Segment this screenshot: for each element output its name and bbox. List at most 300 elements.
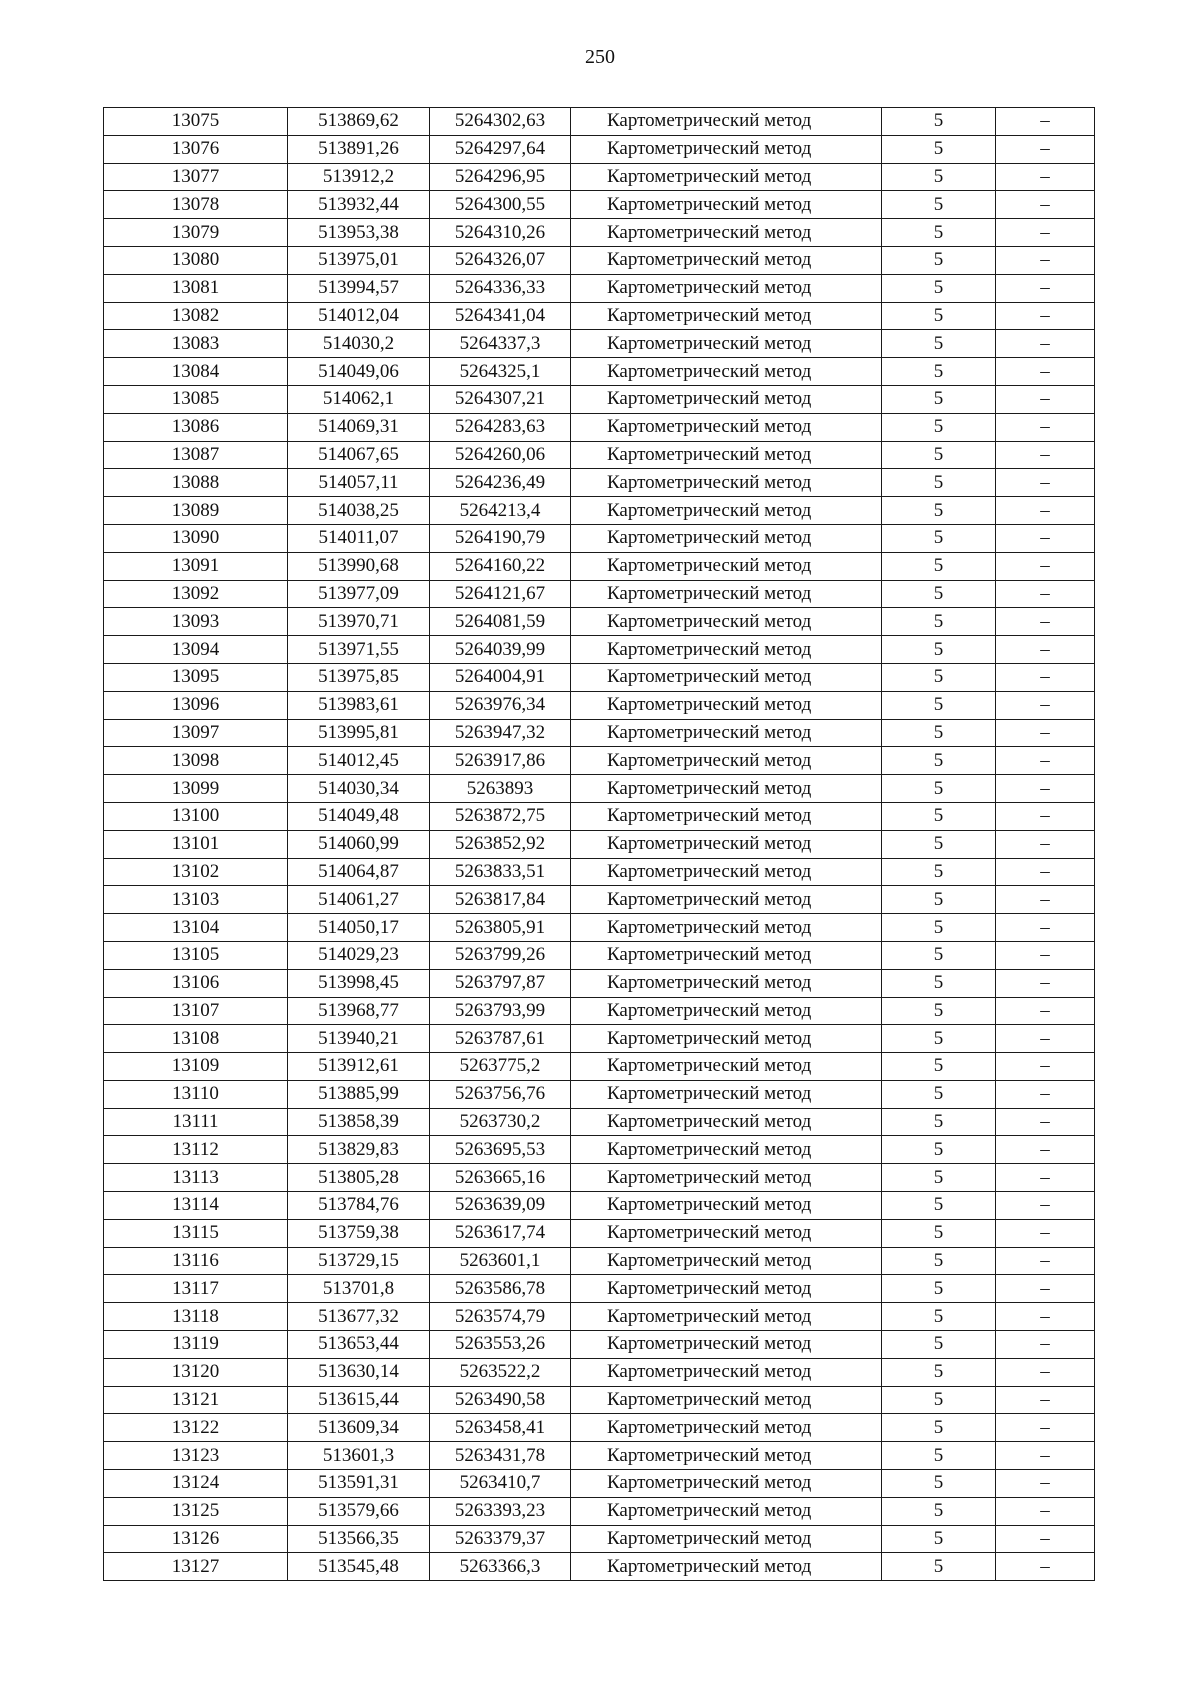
dash-cell: – xyxy=(996,135,1095,163)
y-coordinate-cell: 5264236,49 xyxy=(430,469,571,497)
x-coordinate-cell: 514064,87 xyxy=(288,858,430,886)
dash-cell: – xyxy=(996,441,1095,469)
accuracy-cell: 5 xyxy=(882,1470,996,1498)
point-number-cell: 13099 xyxy=(104,775,288,803)
accuracy-cell: 5 xyxy=(882,469,996,497)
x-coordinate-cell: 514029,23 xyxy=(288,941,430,969)
accuracy-cell: 5 xyxy=(882,163,996,191)
method-cell: Картометрический метод xyxy=(571,1386,882,1414)
method-cell: Картометрический метод xyxy=(571,1525,882,1553)
dash-cell: – xyxy=(996,163,1095,191)
method-cell: Картометрический метод xyxy=(571,1053,882,1081)
dash-cell: – xyxy=(996,1025,1095,1053)
table-row xyxy=(104,1386,1095,1414)
table-row xyxy=(104,941,1095,969)
accuracy-cell: 5 xyxy=(882,1275,996,1303)
dash-cell: – xyxy=(996,1164,1095,1192)
method-cell: Картометрический метод xyxy=(571,1136,882,1164)
x-coordinate-cell: 513630,14 xyxy=(288,1358,430,1386)
table-row xyxy=(104,108,1095,136)
accuracy-cell: 5 xyxy=(882,914,996,942)
dash-cell: – xyxy=(996,914,1095,942)
accuracy-cell: 5 xyxy=(882,1136,996,1164)
x-coordinate-cell: 513990,68 xyxy=(288,552,430,580)
x-coordinate-cell: 513970,71 xyxy=(288,608,430,636)
point-number-cell: 13118 xyxy=(104,1303,288,1331)
point-number-cell: 13117 xyxy=(104,1275,288,1303)
y-coordinate-cell: 5263617,74 xyxy=(430,1219,571,1247)
x-coordinate-cell: 514012,45 xyxy=(288,747,430,775)
table-row xyxy=(104,1331,1095,1359)
point-number-cell: 13088 xyxy=(104,469,288,497)
dash-cell: – xyxy=(996,1331,1095,1359)
accuracy-cell: 5 xyxy=(882,886,996,914)
method-cell: Картометрический метод xyxy=(571,1414,882,1442)
x-coordinate-cell: 513971,55 xyxy=(288,636,430,664)
table-row xyxy=(104,524,1095,552)
dash-cell: – xyxy=(996,1525,1095,1553)
method-cell: Картометрический метод xyxy=(571,997,882,1025)
point-number-cell: 13102 xyxy=(104,858,288,886)
x-coordinate-cell: 513998,45 xyxy=(288,969,430,997)
table-row xyxy=(104,691,1095,719)
x-coordinate-cell: 513591,31 xyxy=(288,1470,430,1498)
table-row xyxy=(104,1525,1095,1553)
accuracy-cell: 5 xyxy=(882,1358,996,1386)
table-row xyxy=(104,413,1095,441)
accuracy-cell: 5 xyxy=(882,1108,996,1136)
accuracy-cell: 5 xyxy=(882,1331,996,1359)
table-row xyxy=(104,135,1095,163)
x-coordinate-cell: 513805,28 xyxy=(288,1164,430,1192)
point-number-cell: 13092 xyxy=(104,580,288,608)
table-row xyxy=(104,830,1095,858)
accuracy-cell: 5 xyxy=(882,219,996,247)
method-cell: Картометрический метод xyxy=(571,1164,882,1192)
x-coordinate-cell: 513566,35 xyxy=(288,1525,430,1553)
x-coordinate-cell: 513784,76 xyxy=(288,1192,430,1220)
y-coordinate-cell: 5263601,1 xyxy=(430,1247,571,1275)
point-number-cell: 13125 xyxy=(104,1497,288,1525)
x-coordinate-cell: 513701,8 xyxy=(288,1275,430,1303)
method-cell: Картометрический метод xyxy=(571,246,882,274)
dash-cell: – xyxy=(996,1053,1095,1081)
table-row xyxy=(104,246,1095,274)
accuracy-cell: 5 xyxy=(882,1053,996,1081)
x-coordinate-cell: 513677,32 xyxy=(288,1303,430,1331)
point-number-cell: 13077 xyxy=(104,163,288,191)
table-row xyxy=(104,858,1095,886)
dash-cell: – xyxy=(996,1303,1095,1331)
accuracy-cell: 5 xyxy=(882,1497,996,1525)
table-row xyxy=(104,163,1095,191)
dash-cell: – xyxy=(996,1080,1095,1108)
table-row xyxy=(104,1414,1095,1442)
method-cell: Картометрический метод xyxy=(571,1470,882,1498)
accuracy-cell: 5 xyxy=(882,719,996,747)
dash-cell: – xyxy=(996,108,1095,136)
accuracy-cell: 5 xyxy=(882,1303,996,1331)
point-number-cell: 13104 xyxy=(104,914,288,942)
x-coordinate-cell: 513729,15 xyxy=(288,1247,430,1275)
point-number-cell: 13091 xyxy=(104,552,288,580)
method-cell: Картометрический метод xyxy=(571,691,882,719)
dash-cell: – xyxy=(996,691,1095,719)
y-coordinate-cell: 5264336,33 xyxy=(430,274,571,302)
x-coordinate-cell: 513977,09 xyxy=(288,580,430,608)
dash-cell: – xyxy=(996,1219,1095,1247)
x-coordinate-cell: 513975,01 xyxy=(288,246,430,274)
point-number-cell: 13087 xyxy=(104,441,288,469)
y-coordinate-cell: 5264300,55 xyxy=(430,191,571,219)
y-coordinate-cell: 5264307,21 xyxy=(430,385,571,413)
point-number-cell: 13080 xyxy=(104,246,288,274)
accuracy-cell: 5 xyxy=(882,969,996,997)
table-row xyxy=(104,1275,1095,1303)
point-number-cell: 13083 xyxy=(104,330,288,358)
method-cell: Картометрический метод xyxy=(571,1247,882,1275)
accuracy-cell: 5 xyxy=(882,1247,996,1275)
point-number-cell: 13089 xyxy=(104,497,288,525)
table-row xyxy=(104,1497,1095,1525)
method-cell: Картометрический метод xyxy=(571,497,882,525)
point-number-cell: 13101 xyxy=(104,830,288,858)
method-cell: Картометрический метод xyxy=(571,1219,882,1247)
table-row xyxy=(104,274,1095,302)
accuracy-cell: 5 xyxy=(882,330,996,358)
x-coordinate-cell: 514061,27 xyxy=(288,886,430,914)
dash-cell: – xyxy=(996,1247,1095,1275)
x-coordinate-cell: 514049,48 xyxy=(288,802,430,830)
table-row xyxy=(104,1442,1095,1470)
dash-cell: – xyxy=(996,858,1095,886)
dash-cell: – xyxy=(996,552,1095,580)
x-coordinate-cell: 514030,34 xyxy=(288,775,430,803)
dash-cell: – xyxy=(996,1275,1095,1303)
point-number-cell: 13123 xyxy=(104,1442,288,1470)
x-coordinate-cell: 514050,17 xyxy=(288,914,430,942)
table-row xyxy=(104,969,1095,997)
table-row xyxy=(104,802,1095,830)
y-coordinate-cell: 5263586,78 xyxy=(430,1275,571,1303)
dash-cell: – xyxy=(996,524,1095,552)
method-cell: Картометрический метод xyxy=(571,775,882,803)
coordinates-table xyxy=(103,107,1095,1581)
method-cell: Картометрический метод xyxy=(571,719,882,747)
table-row xyxy=(104,886,1095,914)
method-cell: Картометрический метод xyxy=(571,1275,882,1303)
table-row xyxy=(104,1553,1095,1581)
accuracy-cell: 5 xyxy=(882,608,996,636)
accuracy-cell: 5 xyxy=(882,1192,996,1220)
method-cell: Картометрический метод xyxy=(571,1080,882,1108)
x-coordinate-cell: 514069,31 xyxy=(288,413,430,441)
table-row xyxy=(104,1358,1095,1386)
y-coordinate-cell: 5263793,99 xyxy=(430,997,571,1025)
y-coordinate-cell: 5263522,2 xyxy=(430,1358,571,1386)
method-cell: Картометрический метод xyxy=(571,1331,882,1359)
method-cell: Картометрический метод xyxy=(571,608,882,636)
y-coordinate-cell: 5263458,41 xyxy=(430,1414,571,1442)
accuracy-cell: 5 xyxy=(882,580,996,608)
point-number-cell: 13098 xyxy=(104,747,288,775)
method-cell: Картометрический метод xyxy=(571,969,882,997)
table-row xyxy=(104,580,1095,608)
method-cell: Картометрический метод xyxy=(571,302,882,330)
accuracy-cell: 5 xyxy=(882,385,996,413)
x-coordinate-cell: 514038,25 xyxy=(288,497,430,525)
dash-cell: – xyxy=(996,997,1095,1025)
y-coordinate-cell: 5264310,26 xyxy=(430,219,571,247)
y-coordinate-cell: 5263893 xyxy=(430,775,571,803)
x-coordinate-cell: 513545,48 xyxy=(288,1553,430,1581)
table-row xyxy=(104,1025,1095,1053)
y-coordinate-cell: 5264341,04 xyxy=(430,302,571,330)
accuracy-cell: 5 xyxy=(882,941,996,969)
method-cell: Картометрический метод xyxy=(571,802,882,830)
dash-cell: – xyxy=(996,469,1095,497)
x-coordinate-cell: 514062,1 xyxy=(288,385,430,413)
point-number-cell: 13105 xyxy=(104,941,288,969)
dash-cell: – xyxy=(996,1442,1095,1470)
point-number-cell: 13116 xyxy=(104,1247,288,1275)
point-number-cell: 13114 xyxy=(104,1192,288,1220)
y-coordinate-cell: 5263852,92 xyxy=(430,830,571,858)
y-coordinate-cell: 5263817,84 xyxy=(430,886,571,914)
x-coordinate-cell: 514060,99 xyxy=(288,830,430,858)
y-coordinate-cell: 5264160,22 xyxy=(430,552,571,580)
method-cell: Картометрический метод xyxy=(571,191,882,219)
y-coordinate-cell: 5264325,1 xyxy=(430,358,571,386)
x-coordinate-cell: 513885,99 xyxy=(288,1080,430,1108)
table-row xyxy=(104,1164,1095,1192)
accuracy-cell: 5 xyxy=(882,1525,996,1553)
y-coordinate-cell: 5264260,06 xyxy=(430,441,571,469)
point-number-cell: 13124 xyxy=(104,1470,288,1498)
dash-cell: – xyxy=(996,413,1095,441)
dash-cell: – xyxy=(996,358,1095,386)
y-coordinate-cell: 5263872,75 xyxy=(430,802,571,830)
accuracy-cell: 5 xyxy=(882,191,996,219)
table-row xyxy=(104,1053,1095,1081)
method-cell: Картометрический метод xyxy=(571,858,882,886)
x-coordinate-cell: 514012,04 xyxy=(288,302,430,330)
point-number-cell: 13119 xyxy=(104,1331,288,1359)
x-coordinate-cell: 513975,85 xyxy=(288,663,430,691)
point-number-cell: 13106 xyxy=(104,969,288,997)
dash-cell: – xyxy=(996,1553,1095,1581)
accuracy-cell: 5 xyxy=(882,1025,996,1053)
point-number-cell: 13095 xyxy=(104,663,288,691)
dash-cell: – xyxy=(996,580,1095,608)
accuracy-cell: 5 xyxy=(882,1442,996,1470)
y-coordinate-cell: 5264039,99 xyxy=(430,636,571,664)
y-coordinate-cell: 5264326,07 xyxy=(430,246,571,274)
method-cell: Картометрический метод xyxy=(571,1303,882,1331)
table-row xyxy=(104,469,1095,497)
point-number-cell: 13078 xyxy=(104,191,288,219)
table-row xyxy=(104,358,1095,386)
y-coordinate-cell: 5263805,91 xyxy=(430,914,571,942)
accuracy-cell: 5 xyxy=(882,691,996,719)
table-row xyxy=(104,1303,1095,1331)
dash-cell: – xyxy=(996,1108,1095,1136)
y-coordinate-cell: 5264081,59 xyxy=(430,608,571,636)
x-coordinate-cell: 513994,57 xyxy=(288,274,430,302)
y-coordinate-cell: 5263553,26 xyxy=(430,1331,571,1359)
point-number-cell: 13075 xyxy=(104,108,288,136)
accuracy-cell: 5 xyxy=(882,1219,996,1247)
point-number-cell: 13103 xyxy=(104,886,288,914)
x-coordinate-cell: 514030,2 xyxy=(288,330,430,358)
dash-cell: – xyxy=(996,1136,1095,1164)
point-number-cell: 13109 xyxy=(104,1053,288,1081)
x-coordinate-cell: 514057,11 xyxy=(288,469,430,497)
dash-cell: – xyxy=(996,886,1095,914)
y-coordinate-cell: 5263379,37 xyxy=(430,1525,571,1553)
x-coordinate-cell: 513601,3 xyxy=(288,1442,430,1470)
x-coordinate-cell: 513912,2 xyxy=(288,163,430,191)
method-cell: Картометрический метод xyxy=(571,747,882,775)
x-coordinate-cell: 513891,26 xyxy=(288,135,430,163)
table-row xyxy=(104,302,1095,330)
table-row xyxy=(104,747,1095,775)
table-row xyxy=(104,608,1095,636)
y-coordinate-cell: 5263490,58 xyxy=(430,1386,571,1414)
method-cell: Картометрический метод xyxy=(571,1108,882,1136)
accuracy-cell: 5 xyxy=(882,1164,996,1192)
dash-cell: – xyxy=(996,330,1095,358)
y-coordinate-cell: 5264337,3 xyxy=(430,330,571,358)
y-coordinate-cell: 5263775,2 xyxy=(430,1053,571,1081)
y-coordinate-cell: 5263833,51 xyxy=(430,858,571,886)
point-number-cell: 13096 xyxy=(104,691,288,719)
method-cell: Картометрический метод xyxy=(571,1358,882,1386)
point-number-cell: 13122 xyxy=(104,1414,288,1442)
x-coordinate-cell: 513858,39 xyxy=(288,1108,430,1136)
x-coordinate-cell: 513869,62 xyxy=(288,108,430,136)
dash-cell: – xyxy=(996,219,1095,247)
dash-cell: – xyxy=(996,1497,1095,1525)
method-cell: Картометрический метод xyxy=(571,552,882,580)
dash-cell: – xyxy=(996,802,1095,830)
accuracy-cell: 5 xyxy=(882,135,996,163)
dash-cell: – xyxy=(996,1414,1095,1442)
x-coordinate-cell: 513968,77 xyxy=(288,997,430,1025)
table-row xyxy=(104,997,1095,1025)
y-coordinate-cell: 5263730,2 xyxy=(430,1108,571,1136)
accuracy-cell: 5 xyxy=(882,108,996,136)
accuracy-cell: 5 xyxy=(882,663,996,691)
y-coordinate-cell: 5263799,26 xyxy=(430,941,571,969)
point-number-cell: 13127 xyxy=(104,1553,288,1581)
method-cell: Картометрический метод xyxy=(571,135,882,163)
x-coordinate-cell: 513912,61 xyxy=(288,1053,430,1081)
accuracy-cell: 5 xyxy=(882,1553,996,1581)
y-coordinate-cell: 5263431,78 xyxy=(430,1442,571,1470)
dash-cell: – xyxy=(996,1470,1095,1498)
dash-cell: – xyxy=(996,385,1095,413)
method-cell: Картометрический метод xyxy=(571,1192,882,1220)
y-coordinate-cell: 5264213,4 xyxy=(430,497,571,525)
method-cell: Картометрический метод xyxy=(571,580,882,608)
point-number-cell: 13126 xyxy=(104,1525,288,1553)
table-row xyxy=(104,191,1095,219)
table-row xyxy=(104,1219,1095,1247)
table-row xyxy=(104,914,1095,942)
dash-cell: – xyxy=(996,830,1095,858)
dash-cell: – xyxy=(996,302,1095,330)
accuracy-cell: 5 xyxy=(882,747,996,775)
point-number-cell: 13121 xyxy=(104,1386,288,1414)
method-cell: Картометрический метод xyxy=(571,1025,882,1053)
method-cell: Картометрический метод xyxy=(571,1442,882,1470)
x-coordinate-cell: 513940,21 xyxy=(288,1025,430,1053)
accuracy-cell: 5 xyxy=(882,246,996,274)
dash-cell: – xyxy=(996,1192,1095,1220)
y-coordinate-cell: 5263976,34 xyxy=(430,691,571,719)
point-number-cell: 13120 xyxy=(104,1358,288,1386)
accuracy-cell: 5 xyxy=(882,274,996,302)
point-number-cell: 13111 xyxy=(104,1108,288,1136)
point-number-cell: 13082 xyxy=(104,302,288,330)
method-cell: Картометрический метод xyxy=(571,1497,882,1525)
accuracy-cell: 5 xyxy=(882,1080,996,1108)
x-coordinate-cell: 513932,44 xyxy=(288,191,430,219)
method-cell: Картометрический метод xyxy=(571,830,882,858)
y-coordinate-cell: 5263787,61 xyxy=(430,1025,571,1053)
method-cell: Картометрический метод xyxy=(571,441,882,469)
coordinates-table-body xyxy=(104,108,1095,1581)
y-coordinate-cell: 5263410,7 xyxy=(430,1470,571,1498)
accuracy-cell: 5 xyxy=(882,802,996,830)
x-coordinate-cell: 513983,61 xyxy=(288,691,430,719)
accuracy-cell: 5 xyxy=(882,858,996,886)
point-number-cell: 13079 xyxy=(104,219,288,247)
method-cell: Картометрический метод xyxy=(571,663,882,691)
dash-cell: – xyxy=(996,1358,1095,1386)
point-number-cell: 13085 xyxy=(104,385,288,413)
x-coordinate-cell: 514067,65 xyxy=(288,441,430,469)
method-cell: Картометрический метод xyxy=(571,413,882,441)
table-row xyxy=(104,1470,1095,1498)
accuracy-cell: 5 xyxy=(882,997,996,1025)
y-coordinate-cell: 5264297,64 xyxy=(430,135,571,163)
dash-cell: – xyxy=(996,246,1095,274)
table-row xyxy=(104,385,1095,413)
accuracy-cell: 5 xyxy=(882,441,996,469)
method-cell: Картометрический метод xyxy=(571,886,882,914)
accuracy-cell: 5 xyxy=(882,302,996,330)
x-coordinate-cell: 513759,38 xyxy=(288,1219,430,1247)
dash-cell: – xyxy=(996,274,1095,302)
accuracy-cell: 5 xyxy=(882,552,996,580)
table-row xyxy=(104,1080,1095,1108)
dash-cell: – xyxy=(996,747,1095,775)
y-coordinate-cell: 5263797,87 xyxy=(430,969,571,997)
point-number-cell: 13094 xyxy=(104,636,288,664)
y-coordinate-cell: 5263639,09 xyxy=(430,1192,571,1220)
y-coordinate-cell: 5263756,76 xyxy=(430,1080,571,1108)
y-coordinate-cell: 5264190,79 xyxy=(430,524,571,552)
y-coordinate-cell: 5263917,86 xyxy=(430,747,571,775)
dash-cell: – xyxy=(996,775,1095,803)
table-row xyxy=(104,775,1095,803)
point-number-cell: 13086 xyxy=(104,413,288,441)
dash-cell: – xyxy=(996,636,1095,664)
y-coordinate-cell: 5263695,53 xyxy=(430,1136,571,1164)
x-coordinate-cell: 513995,81 xyxy=(288,719,430,747)
